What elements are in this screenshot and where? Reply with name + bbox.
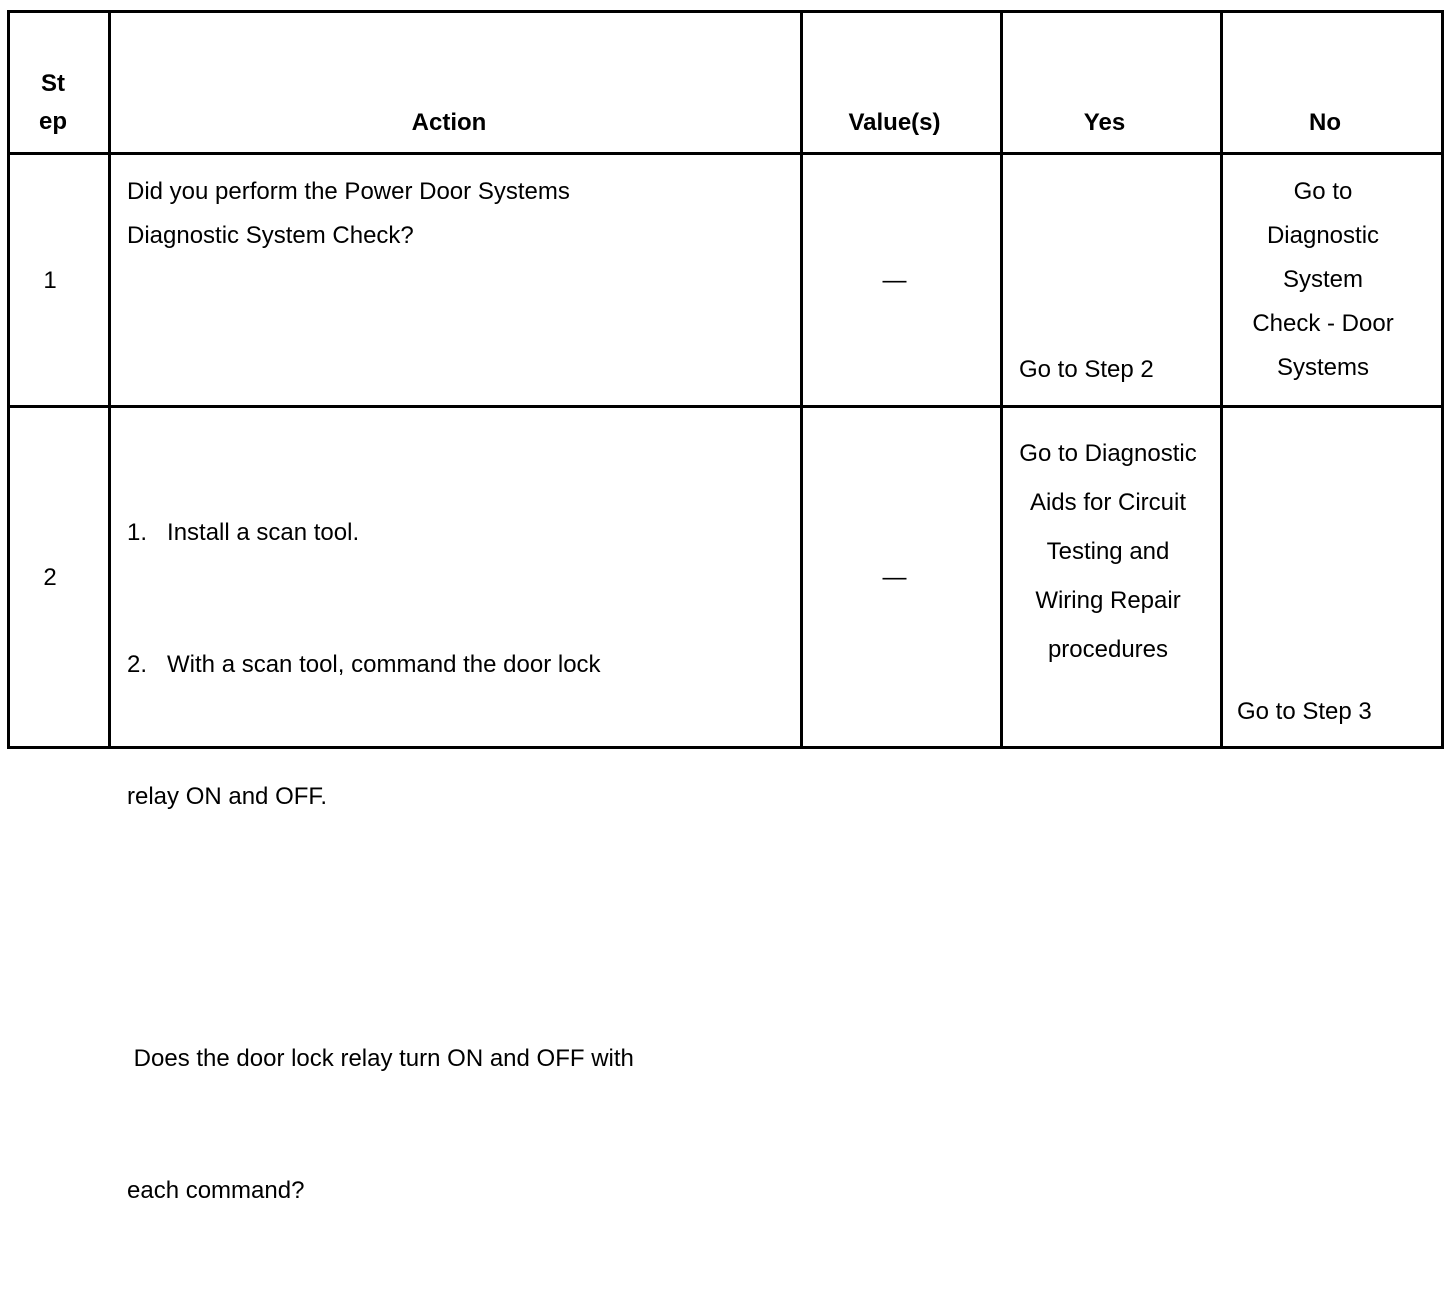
diagnostic-table	[7, 10, 1444, 1204]
row-1-step: 1	[43, 267, 57, 294]
row-2-yes-line-4: Wiring Repair	[1035, 587, 1181, 614]
table-top-border	[7, 10, 1444, 13]
header-step-line-1: St	[41, 70, 65, 97]
row-divider	[7, 405, 1444, 408]
row-1-action	[127, 170, 787, 258]
row-1-no-line-4: Check - Door	[1252, 310, 1394, 337]
row-2-yes-line-1: Go to Diagnostic	[1019, 440, 1197, 467]
table-right-border	[1441, 10, 1444, 749]
header-divider	[7, 152, 1444, 155]
row-1-no-line-2: Diagnostic	[1266, 222, 1380, 249]
row-2-action-continuation: relay ON and OFF.	[127, 783, 328, 810]
header-no: No	[1309, 109, 1341, 136]
row-2-yes-line-2: Aids for Circuit	[1029, 489, 1187, 516]
row-1-action-line-1: Did you perform the Power Door Systems	[127, 178, 570, 205]
row-1-no-line-5: Systems	[1276, 354, 1369, 381]
row-1-no-line-1: Go to	[1293, 178, 1353, 205]
header-action: Action	[411, 109, 487, 136]
row-2-action-item-1: 1. Install a scan tool.	[127, 519, 360, 546]
header-step	[10, 65, 96, 141]
row-2-value: —	[882, 564, 907, 591]
row-1-no	[1223, 170, 1423, 390]
row-2-action-question-1: Does the door lock relay turn ON and OFF with	[127, 1045, 634, 1072]
header-step-line-2: ep	[38, 108, 67, 135]
row-2-yes	[1003, 429, 1213, 674]
row-1-value: —	[882, 267, 907, 294]
row-1-action-line-2: Diagnostic System Check?	[127, 222, 414, 249]
header-values: Value(s)	[848, 109, 941, 136]
header-yes: Yes	[1083, 109, 1126, 136]
row-2-yes-line-3: Testing and	[1046, 538, 1170, 565]
row-1-yes: Go to Step 2	[1019, 356, 1154, 383]
row-2-action	[127, 423, 787, 1301]
row-2-no: Go to Step 3	[1237, 698, 1372, 725]
row-2-action-spacer	[127, 907, 787, 949]
row-2-action-item-2: 2. With a scan tool, command the door lock	[127, 651, 601, 678]
row-2-step: 2	[43, 564, 57, 591]
row-1-no-line-3: System	[1282, 266, 1363, 293]
row-2-action-question-2: each command?	[127, 1177, 305, 1204]
row-2-yes-line-5: procedures	[1047, 636, 1169, 663]
